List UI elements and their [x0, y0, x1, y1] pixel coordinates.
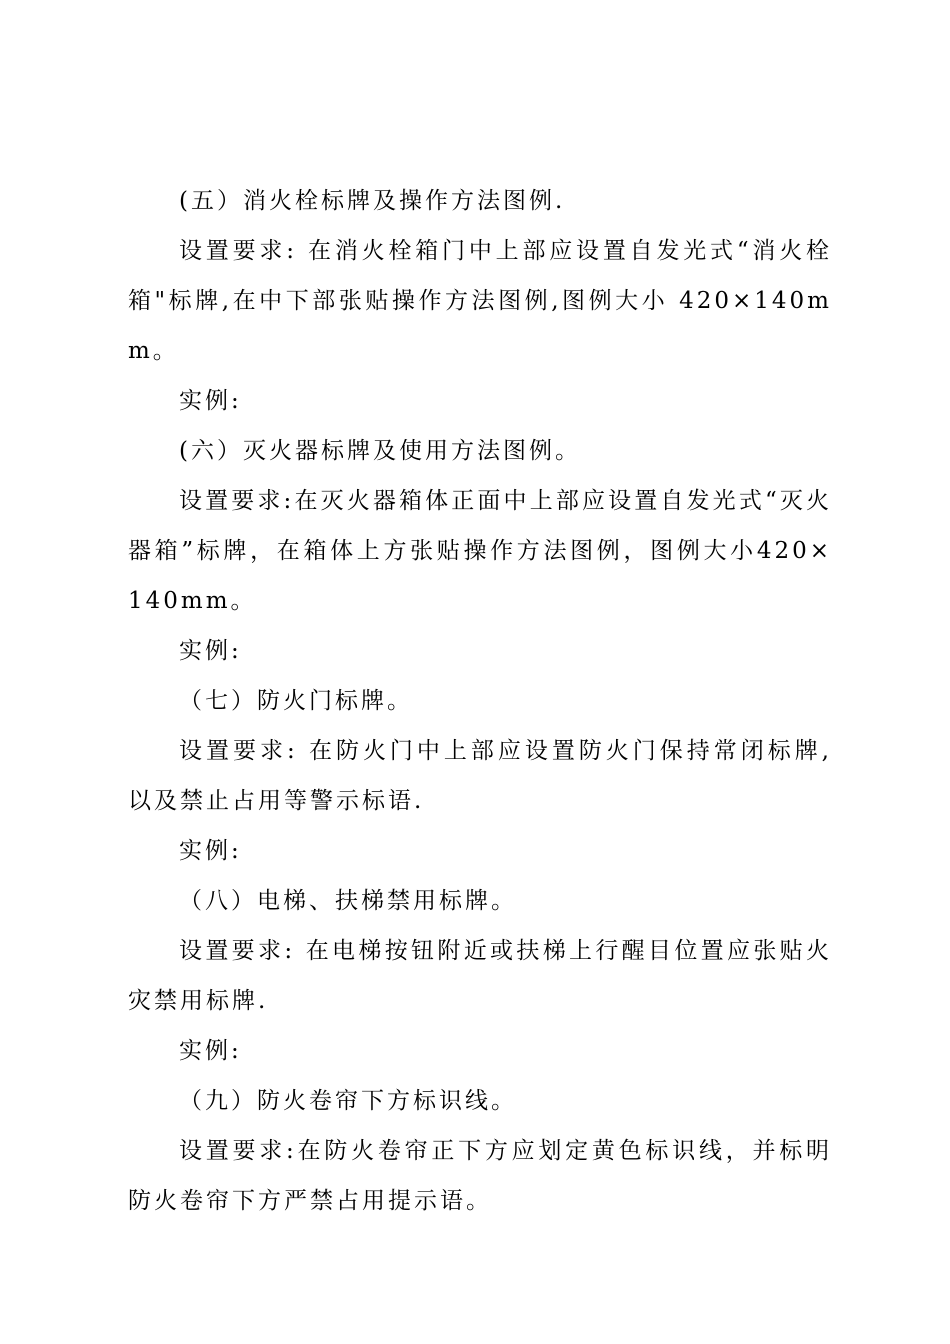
section-7-example: 实例:	[179, 838, 242, 864]
section-9-requirement: 设置要求:在防火卷帘正下方应划定黄色标识线，并标明防火卷帘下方严禁占用提示语。	[128, 1138, 832, 1214]
section-8-heading: （八）电梯、扶梯禁用标牌。	[179, 888, 517, 914]
section-8-example: 实例:	[179, 1038, 242, 1064]
section-8-requirement: 设置要求: 在电梯按钮附近或扶梯上行醒目位置应张贴火灾禁用标牌.	[128, 938, 832, 1014]
section-5-requirement: 设置要求: 在消火栓箱门中上部应设置自发光式“消火栓箱"标牌,在中下部张贴操作方法图例,图例大小 420×140mm。	[128, 238, 832, 364]
document-page	[128, 176, 832, 1226]
section-5-example: 实例:	[179, 388, 242, 414]
section-5-heading: (五）消火栓标牌及操作方法图例.	[179, 188, 566, 214]
section-7-requirement: 设置要求: 在防火门中上部应设置防火门保持常闭标牌,以及禁止占用等警示标语.	[128, 738, 832, 814]
section-6-example: 实例:	[179, 638, 242, 664]
section-9-heading: （九）防火卷帘下方标识线。	[179, 1088, 517, 1114]
section-6-requirement: 设置要求:在灭火器箱体正面中上部应设置自发光式“灭火器箱”标牌，在箱体上方张贴操作方法图例，图例大小420×140mm。	[128, 488, 832, 614]
section-7-heading: （七）防火门标牌。	[179, 688, 413, 714]
section-6-heading: (六）灭火器标牌及使用方法图例。	[179, 438, 581, 464]
